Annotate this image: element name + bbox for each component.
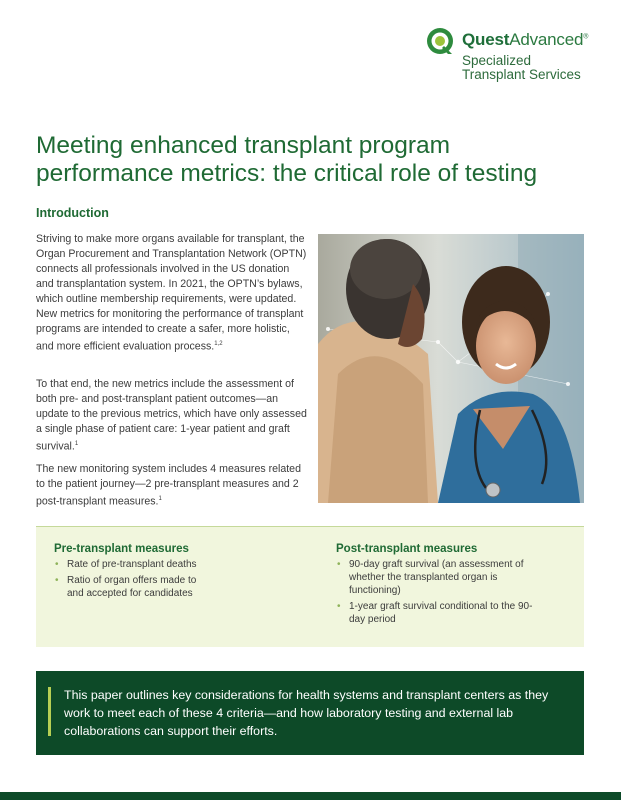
- brand-name-bold: Quest: [462, 30, 510, 49]
- brand-name-light: Advanced: [509, 30, 584, 49]
- intro-paragraph-3-ref: 1: [158, 496, 162, 502]
- brand-reg-mark: ®: [583, 33, 589, 41]
- footer-bar: [0, 792, 621, 800]
- list-item: • 1-year graft survival conditional to the 90-day period: [336, 600, 536, 626]
- pre-transplant-column: [54, 543, 214, 603]
- patient-nurse-photo: [318, 234, 584, 503]
- post-transplant-column: [336, 543, 536, 629]
- pre-transplant-list: [54, 558, 214, 600]
- post-transplant-heading: Post-transplant measures: [336, 543, 478, 555]
- brand-sub-line1: Specialized: [462, 53, 532, 68]
- callout-accent-bar: [48, 687, 51, 736]
- intro-paragraph-2-ref: 1: [74, 441, 79, 447]
- list-item: • 90-day graft survival (an assessment of whether the transplanted organ is functioning): [336, 558, 536, 597]
- brand-wordmark: [462, 30, 588, 50]
- intro-paragraph-1: [36, 232, 308, 355]
- intro-paragraph-2: [36, 377, 308, 455]
- pre-transplant-heading: Pre-transplant measures: [54, 543, 189, 555]
- brand-subtitle: [462, 54, 581, 82]
- page-title: Meeting enhanced transplant program performance metrics: the critical role of testing: [36, 132, 538, 187]
- introduction-heading: Introduction: [36, 206, 109, 220]
- list-item: • Rate of pre-transplant deaths: [54, 558, 214, 571]
- intro-paragraph-3: [36, 462, 308, 510]
- quest-logo-icon: [425, 26, 455, 56]
- callout-box: [36, 671, 584, 755]
- intro-paragraph-2-text: To that end, the new metrics include the assessment of both pre- and post-transplant patient outcomes—an update to the previous metrics, which have only assessed a single phase of patient care: 1-year patient and graft survival.: [36, 378, 307, 453]
- intro-paragraph-3-text: The new monitoring system includes 4 measures related to the patient journey—2 pre-transplant measures and 2 post-transplant measures.: [36, 463, 301, 508]
- callout-text: This paper outlines key considerations for health systems and transplant centers as they work to meet each of these 4 criteria—and how laboratory testing and external lab collaborations can support their efforts.: [64, 688, 549, 738]
- intro-paragraph-1-text: Striving to make more organs available for transplant, the Organ Procurement and Transplantation Network (OPTN) connects all professionals involved in the US donation and transplantation system. In 2021, the OPTN’s bylaws, which outline membership requirements, were updated. New metrics for monitoring the performance of transplant programs are intended to create a safer, more holistic, and more efficient evaluation process.: [36, 233, 307, 353]
- intro-paragraph-1-ref: 1,2: [214, 341, 223, 347]
- photo-illustration: [318, 234, 584, 503]
- post-transplant-list: [336, 558, 536, 626]
- measures-panel: [36, 527, 584, 647]
- brand-sub-line2: Transplant Services: [462, 67, 581, 82]
- list-item: • Ratio of organ offers made to and accepted for candidates: [54, 574, 214, 600]
